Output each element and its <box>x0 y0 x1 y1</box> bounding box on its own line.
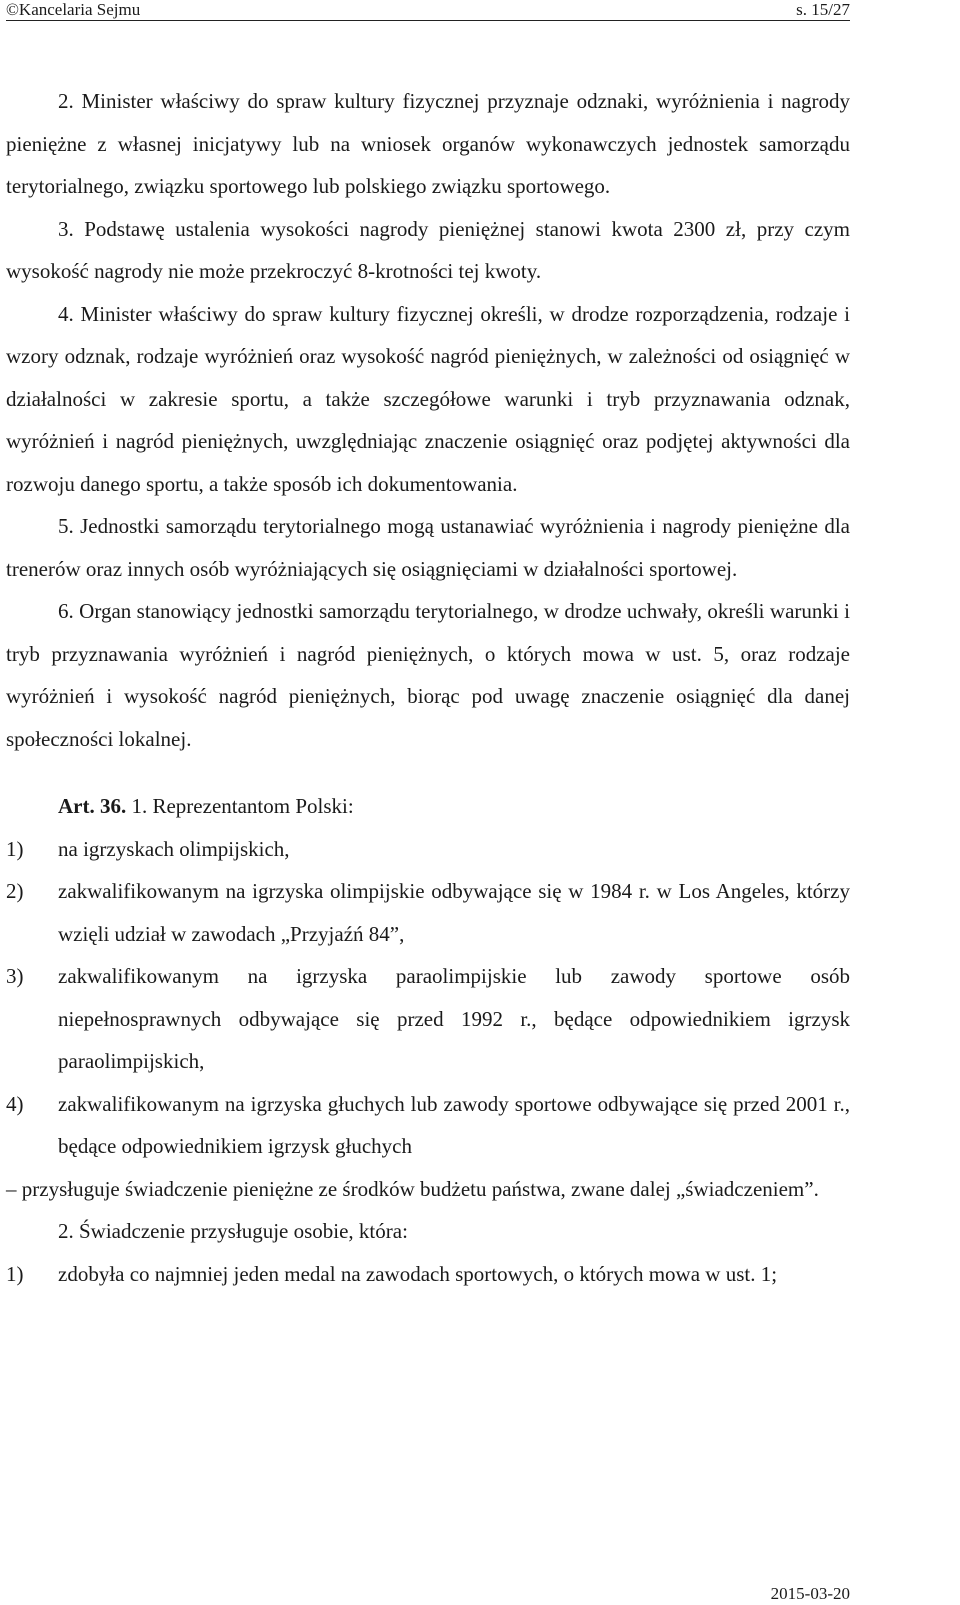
list-item <box>6 828 850 871</box>
header-source: ©Kancelaria Sejmu <box>6 0 141 19</box>
paragraph-3: 3. Podstawę ustalenia wysokości nagrody pieniężnej stanowi kwota 2300 zł, przy czym wysokość nagrody nie może przekroczyć 8-krotności tej kwoty. <box>6 216 850 283</box>
list-item-number: 1) <box>6 1261 24 1286</box>
page-footer-date: 2015-03-20 <box>770 1584 850 1603</box>
list-item-text: zakwalifikowanym na igrzyska głuchych lub zawody sportowe odbywające się przed 2001 r., będące odpowiednikiem igrzysk głuchych <box>58 1091 850 1158</box>
list-item-number: 2) <box>6 879 24 903</box>
article-conclusion: – przysługuje świadczenie pieniężne ze środków budżetu państwa, zwane dalej „świadczeniem”. <box>6 1176 819 1201</box>
article-36-heading <box>6 785 850 828</box>
list-item-number: 1) <box>6 836 24 861</box>
article-intro: 1. Reprezentantom Polski: <box>126 794 354 818</box>
list-item <box>6 870 850 955</box>
paragraph-5: 5. Jednostki samorządu terytorialnego mogą ustanawiać wyróżnienia i nagrody pieniężne dla trenerów oraz innych osób wyróżniających się osiągnięciami w działalności sportowej. <box>6 514 850 581</box>
list-item-text: zakwalifikowanym na igrzyska paraolimpijskie lub zawody sportowe osób niepełnosprawnych odbywające się przed 1992 r., będące odpowiednikiem igrzysk paraolimpijskich, <box>58 964 850 1073</box>
list-item-text: zdobyła co najmniej jeden medal na zawodach sportowych, o których mowa w ust. 1; <box>58 1261 778 1286</box>
paragraph-4: 4. Minister właściwy do spraw kultury fizycznej określi, w drodze rozporządzenia, rodzaje i wzory odznak, rodzaje wyróżnień oraz wysokość nagród pieniężnych, w zależności od osiągnięć w działalności w zakresie sportu, a także szczegółowe warunki i tryb przyznawania odznak, wyróżnień i nagród pieniężnych, uwzględniając znaczenie osiągnięć oraz podjętej aktywności dla rozwoju danego sportu, a także sposób ich dokumentowania. <box>6 301 850 496</box>
article-section-2: 2. Świadczenie przysługuje osobie, która: <box>58 1219 408 1243</box>
paragraph-2: 2. Minister właściwy do spraw kultury fizycznej przyznaje odznaki, wyróżnienia i nagrody pieniężne z własnej inicjatywy lub na wniosek organów wykonawczych jednostek samorządu terytorialnego, związku sportowego lub polskiego związku sportowego. <box>6 89 850 198</box>
list-item <box>6 955 850 1083</box>
list-item <box>6 1083 850 1168</box>
page-header <box>6 0 850 21</box>
article-label: Art. 36. <box>58 794 127 818</box>
document-body <box>6 80 850 1295</box>
list-item <box>6 1253 850 1296</box>
paragraph-6: 6. Organ stanowiący jednostki samorządu terytorialnego, w drodze uchwały, określi warunki i tryb przyznawania wyróżnień i nagród pieniężnych, o których mowa w ust. 5, oraz rodzaje wyróżnień i wysokość nagród pieniężnych, biorąc pod uwagę znaczenie osiągnięć dla danej społeczności lokalnej. <box>6 599 850 751</box>
spacer <box>6 760 850 785</box>
list-item-text: zakwalifikowanym na igrzyska olimpijskie odbywające się w 1984 r. w Los Angeles, którzy wzięli udział w zawodach „Przyjaźń 84”, <box>58 879 850 946</box>
header-page-number: s. 15/27 <box>796 0 850 19</box>
list-item-number: 4) <box>6 1091 24 1116</box>
list-item-number: 3) <box>6 964 24 988</box>
list-item-text: na igrzyskach olimpijskich, <box>58 836 290 861</box>
